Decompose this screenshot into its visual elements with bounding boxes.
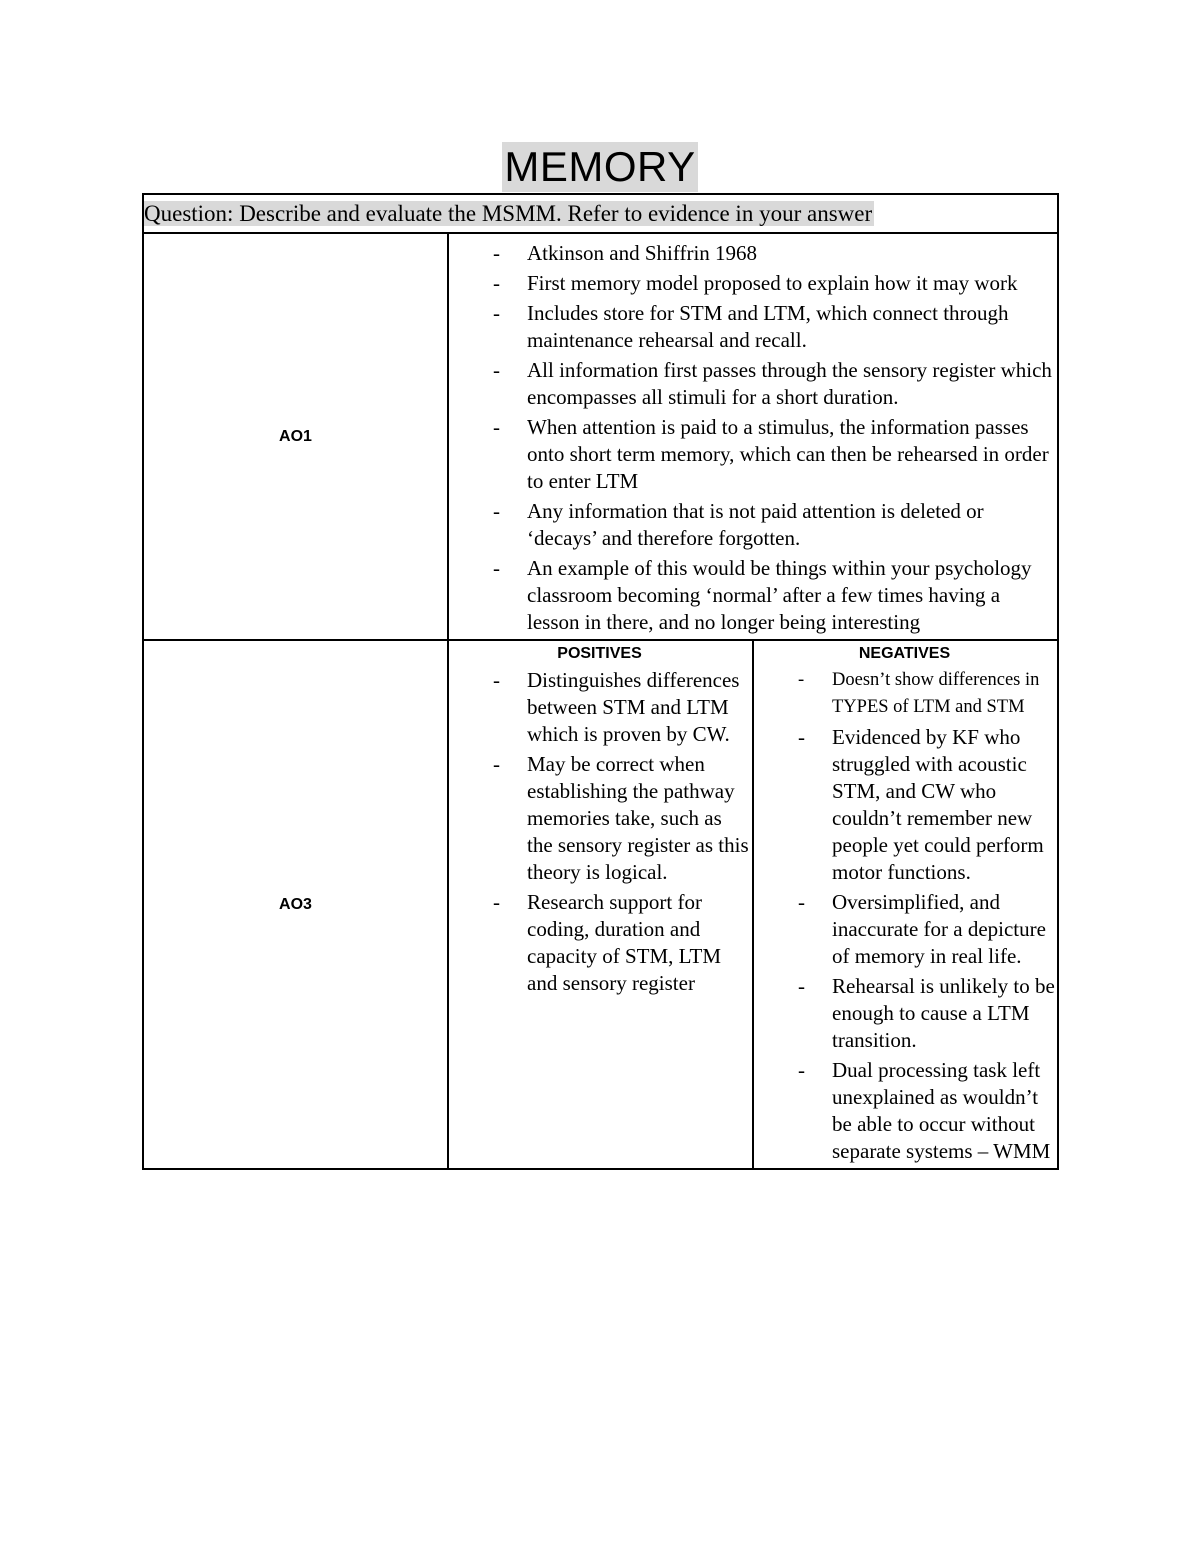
question-text: Question: Describe and evaluate the MSMM. Refer to evidence in your answer (144, 201, 873, 226)
title-wrap (0, 142, 1200, 192)
ao1-point: - When attention is paid to a stimulus, the information passes onto short term memory, which can then be rehearsed in order to enter LTM (449, 414, 1053, 495)
negative-point: - Evidenced by KF who struggled with acoustic STM, and CW who couldn’t remember new people yet could perform motor functions. (754, 724, 1055, 886)
positive-point: - Distinguishes differences between STM and LTM which is proven by CW. (449, 667, 750, 748)
ao3-label: AO3 (143, 640, 448, 1169)
negative-point: - Oversimplified, and inaccurate for a depicture of memory in real life. (754, 889, 1055, 970)
positive-point: - Research support for coding, duration and capacity of STM, LTM and sensory register (449, 889, 750, 997)
ao1-point: - Includes store for STM and LTM, which connect through maintenance rehearsal and recall. (449, 300, 1053, 354)
ao1-point: - An example of this would be things within your psychology classroom becoming ‘normal’ after a few times having a lesson in there, and no longer being interesting (449, 555, 1053, 636)
positives-heading: POSITIVES (557, 645, 642, 662)
positive-point: - May be correct when establishing the pathway memories take, such as the sensory register as this theory is logical. (449, 751, 750, 886)
negatives-list (754, 667, 1055, 1165)
ao1-label: AO1 (143, 233, 448, 640)
negatives-heading: NEGATIVES (858, 645, 951, 662)
ao1-list (449, 240, 1053, 636)
negatives-cell (753, 640, 1058, 1169)
positives-list (449, 667, 750, 997)
question-row (143, 194, 1058, 233)
ao1-point: - First memory model proposed to explain how it may work (449, 270, 1053, 297)
ao1-point: - All information first passes through the sensory register which encompasses all stimuli for a short duration. (449, 357, 1053, 411)
ao1-point: - Atkinson and Shiffrin 1968 (449, 240, 1053, 267)
question-cell (143, 194, 1058, 233)
memory-table (142, 193, 1059, 1170)
ao3-row (143, 640, 1058, 1169)
positives-cell (448, 640, 753, 1169)
ao1-point: - Any information that is not paid attention is deleted or ‘decays’ and therefore forgotten. (449, 498, 1053, 552)
ao1-row (143, 233, 1058, 640)
negative-point: - Rehearsal is unlikely to be enough to cause a LTM transition. (754, 973, 1055, 1054)
negative-point: - Doesn’t show differences in TYPES of LTM and STM (754, 667, 1055, 721)
page-title: MEMORY (504, 143, 696, 190)
negative-point: - Dual processing task left unexplained as wouldn’t be able to occur without separate systems – WMM (754, 1057, 1055, 1165)
ao1-content (448, 233, 1058, 640)
